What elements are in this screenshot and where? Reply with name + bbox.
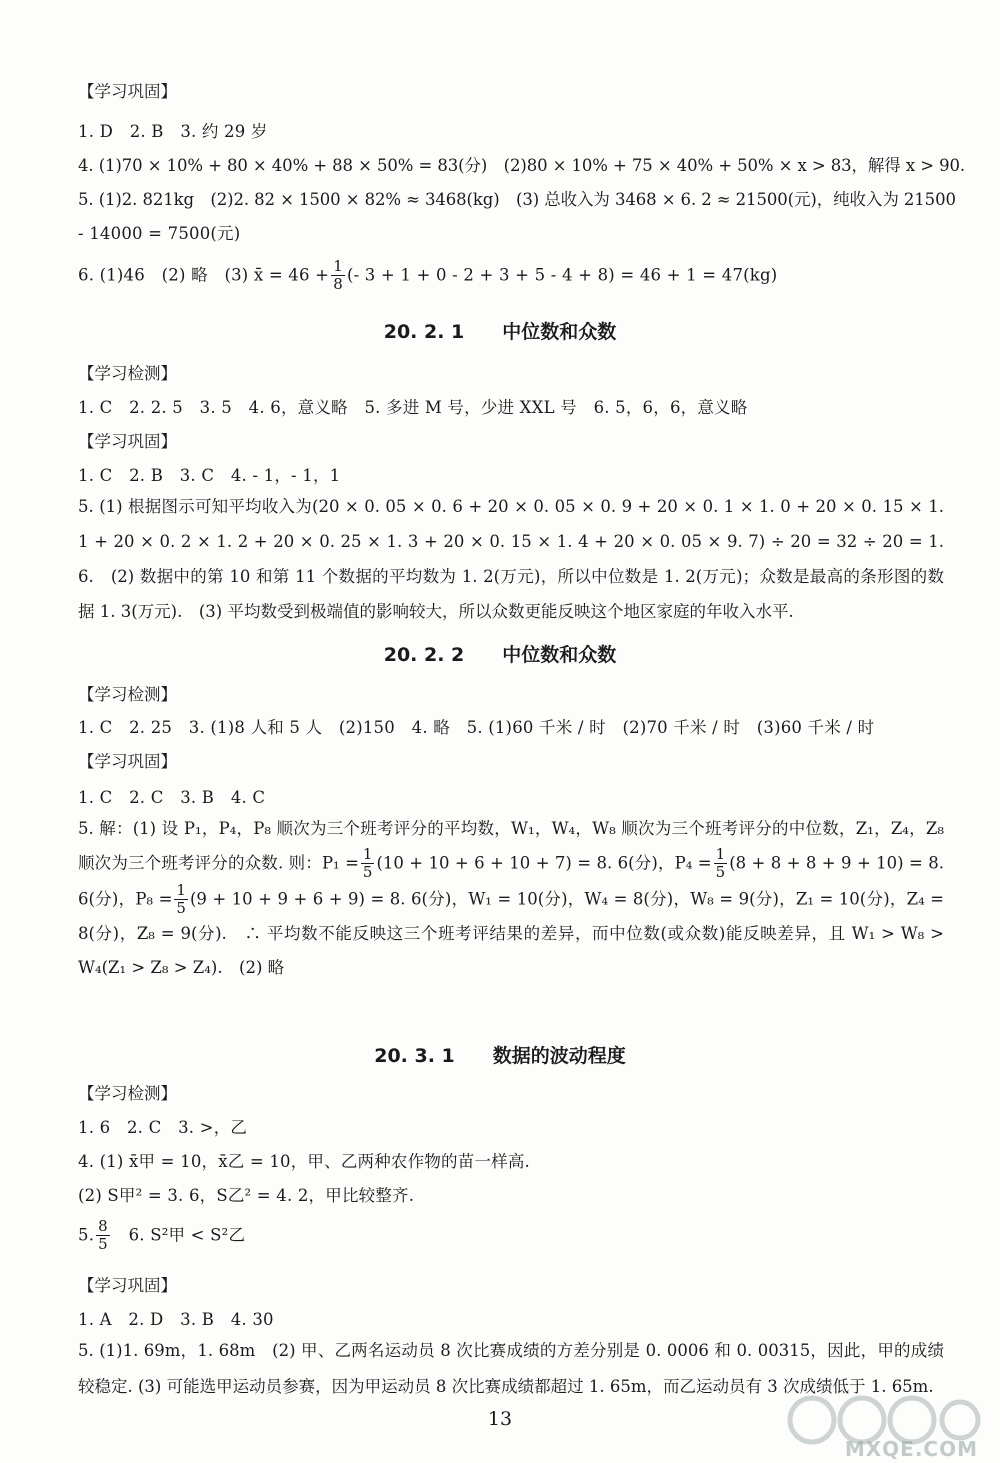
answer-text: 5. — [78, 1225, 95, 1245]
numerator: 1 — [715, 845, 726, 863]
numerator: 8 — [98, 1217, 108, 1235]
answer-line: 1. C 2. B 3. C 4. - 1，- 1，1 — [78, 466, 341, 485]
fraction — [96, 1218, 110, 1254]
answer-text: (8 + 8 + 8 + 9 + 10) = 8. 6(分)，P₈ — [78, 853, 944, 908]
fraction — [174, 882, 188, 918]
denominator: 5 — [176, 898, 186, 917]
page-number: 13 — [487, 1408, 513, 1430]
section-label: 【学习检测】 — [78, 685, 177, 704]
fraction — [331, 258, 345, 294]
answer-text: (9 + 10 + 9 + 6 + 9) = 8. 6(分)，W₁ = 10(分)，W₄ = 8(分)，W₈ = 9(分)，Z₁ = 10(分)，Z₄ = 8(分)，Z₈ = — [78, 888, 945, 943]
answer-line: 4. (1)70 × 10% + 80 × 40% + 88 × 50% = 83(分) (2)80 × 10% + 75 × 40% + 50% × x > 83，解得 x > 90. — [78, 156, 966, 175]
denominator: 5 — [98, 1235, 108, 1254]
answer-line: 1. C 2. C 3. B 4. C — [78, 788, 266, 807]
answer-line: (2) S甲² = 3. 6，S乙² = 4. 2，甲比较整齐. — [78, 1186, 415, 1205]
answer-line: 5. (1)2. 821kg (2)2. 82 × 1500 × 82% ≈ 3468(kg) (3) 总收入为 3468 × 6. 2 ≈ 21500(元)，纯收入为 21500 — [78, 190, 956, 209]
section-label: 【学习巩固】 — [78, 432, 177, 451]
section-heading: 20. 3. 1 数据的波动程度 — [374, 1045, 626, 1067]
numerator: 1 — [176, 880, 186, 899]
answer-line-with-fraction — [78, 258, 942, 294]
answer-text: = — [158, 888, 173, 908]
numerator: 1 — [362, 845, 373, 863]
answer-text: (- 3 + 1 + 0 - 2 + 3 + 5 - 4 + 8) = 46 + 1 = 47(kg) — [346, 265, 778, 285]
answer-paragraph — [78, 812, 944, 985]
answer-line: 1. A 2. D 3. B 4. 30 — [78, 1310, 274, 1329]
numerator: 1 — [333, 257, 343, 275]
answer-line: 1. 6 2. C 3. >，乙 — [78, 1118, 248, 1137]
fraction — [361, 846, 375, 882]
answer-paragraph: 5. (1) 根据图示可知平均收入为(20 × 0. 05 × 0. 6 + 20 × 0. 05 × 0. 9 + 20 × 0. 1 × 1. 0 + 20 × 0. 15 × 1. 1 + 20 × 0. 2 × 1. 2 + 20 × 0. 25 × 1. 3 + 20 × 0. 15 × 1. 4 + 20 × 0. 05 × 9. 7) ÷ 20 = 32 ÷ 20 = 1. 6. (2) 数据中的第 10 和第 11 个数据的平均数为 1. 2(万元)，所以中位数是 1. 2(万元)；众数是最高的条形图的数据 1. 3(万元). (3) 平均数受到极端值的影响较大，所以众数更能反映这个地区家庭的年收入水平. — [78, 497, 944, 621]
denominator: 5 — [715, 863, 726, 882]
answer-line: 1. D 2. B 3. 约 29 岁 — [78, 122, 268, 141]
section-label: 【学习巩固】 — [78, 82, 177, 101]
section-label: 【学习巩固】 — [78, 1276, 177, 1295]
answer-text: 5. 解：(1) 设 P₁，P₄，P₈ 顺次为三个班考评分的平均数，W₁，W₄，W₈ 顺次为三个班考评分的中位数，Z₁，Z₄，Z₈ 顺次为三个班考评分的众数. 则：P₁ = — [78, 819, 944, 873]
section-label: 【学习检测】 — [78, 1084, 177, 1103]
denominator: 8 — [333, 275, 343, 294]
answer-text: 9(分). ∴ 平均数不能反映这三个班考评结果的差异，而中位数(或众数)能反映差异，且 W₁ > W₈ > W₄(Z₁ > Z₈ > Z₄). (2) 略 — [78, 924, 944, 977]
answer-line-with-fraction — [78, 1218, 942, 1254]
answer-text: 6. S²甲 < S²乙 — [111, 1225, 246, 1245]
section-heading: 20. 2. 2 中位数和众数 — [383, 644, 617, 666]
answer-text: 6. (1)46 (2) 略 (3) x̄ = 46 + — [78, 265, 330, 285]
section-label: 【学习检测】 — [78, 364, 177, 383]
fraction — [714, 846, 728, 882]
answer-line: 4. (1) x̄甲 = 10，x̄乙 = 10，甲、乙两种农作物的苗一样高. — [78, 1152, 530, 1171]
watermark-url: MXQE.COM — [844, 1437, 978, 1461]
section-label: 【学习巩固】 — [78, 752, 177, 771]
answer-paragraph: 5. (1)1. 69m，1. 68m (2) 甲、乙两名运动员 8 次比赛成绩的方差分别是 0. 0006 和 0. 00315，因此，甲的成绩较稳定. (3) 可能选甲运动员参赛，因为甲运动员 8 次比赛成绩都超过 1. 65m，而乙运动员有 3 次成绩低于 1. 65m. — [78, 1341, 944, 1396]
section-heading: 20. 2. 1 中位数和众数 — [383, 321, 617, 343]
answer-line: - 14000 = 7500(元) — [78, 224, 241, 243]
answer-line: 1. C 2. 2. 5 3. 5 4. 6，意义略 5. 多进 M 号，少进 XXL 号 6. 5，6，6，意义略 — [78, 398, 748, 417]
answer-line: 1. C 2. 25 3. (1)8 人和 5 人 (2)150 4. 略 5. (1)60 千米 / 时 (2)70 千米 / 时 (3)60 千米 / 时 — [78, 718, 875, 737]
denominator: 5 — [362, 863, 373, 882]
answer-text: (10 + 10 + 6 + 10 + 7) = 8. 6(分)，P₄ = — [376, 853, 712, 873]
